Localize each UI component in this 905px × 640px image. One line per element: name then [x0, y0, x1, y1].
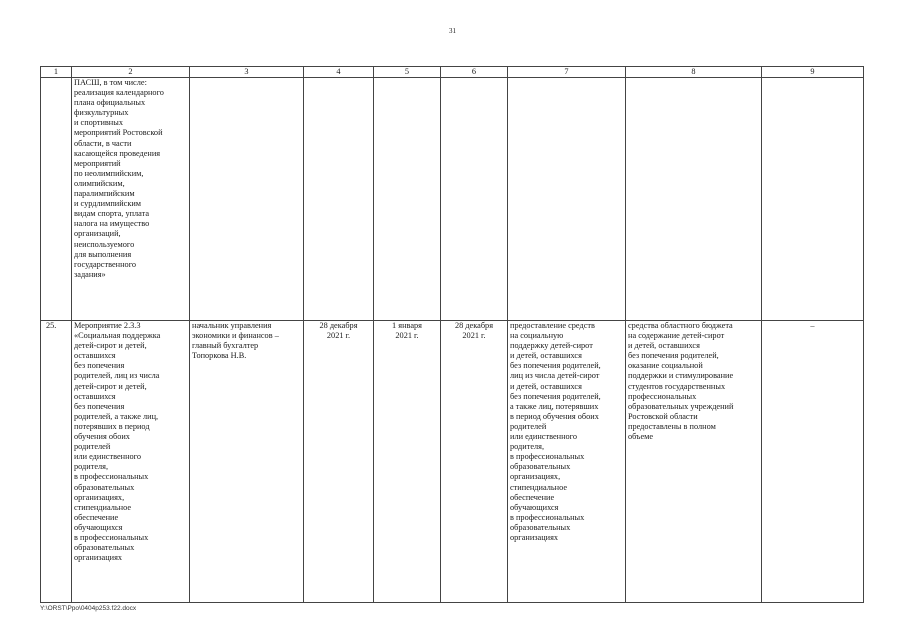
cell-text-line: обучающихся	[510, 502, 559, 512]
date-cell	[304, 321, 374, 603]
row-number-cell	[41, 78, 72, 321]
event-name-cell	[72, 321, 190, 603]
event-name-cell	[72, 78, 190, 321]
notes-cell	[762, 78, 864, 321]
cell-text-line: предоставление средств	[510, 321, 595, 330]
cell-text-line: 1 января	[392, 321, 422, 330]
cell-text-line: «Социальная поддержка	[74, 331, 161, 341]
row-number-cell	[41, 321, 72, 603]
document-table	[40, 66, 864, 603]
cell-text-line: организаций,	[74, 229, 121, 239]
header-cell-1: 1	[41, 67, 72, 78]
cell-text-line: родителей, а также лиц,	[74, 411, 159, 421]
cell-text-line: или единственного	[74, 452, 142, 462]
cell-text-line: и детей, оставшихся	[628, 341, 700, 351]
cell-text-line: родителей	[74, 442, 111, 452]
cell-text-line: в профессиональных	[74, 532, 149, 542]
cell-text-line: и детей, оставшихся	[510, 381, 582, 391]
date-cell	[441, 321, 508, 603]
header-cell-6: 6	[441, 67, 508, 78]
cell-text-line: Мероприятие 2.3.3	[74, 321, 141, 330]
cell-text-line: поддержку детей-сирот	[510, 341, 593, 351]
cell-text-line: задания»	[74, 269, 106, 279]
cell-text-line: без попечения	[74, 401, 125, 411]
actual-result-cell	[626, 78, 762, 321]
cell-text-line: средства областного бюджета	[628, 321, 733, 330]
cell-text-line: государственного	[74, 259, 137, 269]
cell-text-line: обучения обоих	[74, 432, 130, 442]
cell-text-line: обеспечение	[74, 512, 119, 522]
date-cell	[441, 78, 508, 321]
cell-text-line: ПАСШ, в том числе:	[74, 78, 147, 87]
date-cell	[304, 78, 374, 321]
header-cell-2: 2	[72, 67, 190, 78]
cell-text-line: 28 декабря	[454, 321, 494, 330]
cell-text-line: образовательных	[74, 482, 135, 492]
cell-text-line: предоставлены в полном	[628, 421, 716, 431]
notes-cell	[762, 321, 864, 603]
header-cell-7: 7	[508, 67, 626, 78]
cell-text-line: без попечения родителей,	[628, 351, 719, 361]
cell-text-line: паралимпийским	[74, 189, 135, 199]
cell-text-line: олимпийским,	[74, 178, 125, 188]
cell-text-line: образовательных	[74, 543, 135, 553]
cell-text-line: оставшихся	[74, 351, 116, 361]
footer-file-path: Y:\ORST\Ppo\0404p253.f22.docx	[40, 605, 137, 612]
cell-text-line: налога на имущество	[74, 219, 150, 229]
cell-text-line: мероприятий Ростовской	[74, 128, 163, 138]
cell-text-line: профессиональных	[628, 391, 697, 401]
cell-text-line: на социальную	[510, 331, 564, 341]
cell-text-line: и сурдлимпийским	[74, 199, 142, 209]
cell-text-line: по неолимпийским,	[74, 168, 144, 178]
page-number: 31	[449, 27, 456, 35]
cell-text-line: лиц из числа детей-сирот	[510, 371, 600, 381]
cell-text-line: Ростовской области	[628, 411, 698, 421]
cell-text-line: а также лиц, потерявших	[510, 401, 599, 411]
cell-text-line: студентов государственных	[628, 381, 726, 391]
cell-text-line: поддержки и стимулирование	[628, 371, 734, 381]
cell-text-line: обеспечение	[510, 492, 555, 502]
cell-text-line: объеме	[628, 432, 654, 442]
cell-text-line: образовательных учреждений	[628, 401, 734, 411]
cell-text-line: родителей, лиц из числа	[74, 371, 160, 381]
cell-text-line: оказание социальной	[628, 361, 703, 371]
cell-text-line: экономики и финансов –	[192, 331, 279, 341]
cell-text-line: организациях,	[510, 472, 561, 482]
cell-text-line: главный бухгалтер	[192, 341, 259, 351]
cell-text-line: плана официальных	[74, 98, 146, 108]
responsible-cell	[190, 321, 304, 603]
cell-text-line: родителя,	[74, 462, 109, 472]
cell-text-line: организациях,	[74, 492, 125, 502]
cell-text-line: Топоркова Н.В.	[192, 351, 247, 361]
cell-text-line: мероприятий	[74, 158, 121, 168]
cell-text-line: начальник управления	[192, 321, 272, 330]
cell-text-line: потерявших в период	[74, 421, 150, 431]
table-row	[41, 78, 864, 321]
cell-text-line: в профессиональных	[74, 472, 149, 482]
cell-text-line: организациях	[510, 532, 559, 542]
header-cell-5: 5	[374, 67, 441, 78]
cell-text-line: 25.	[46, 321, 57, 330]
header-cell-3: 3	[190, 67, 304, 78]
cell-text-line: родителя,	[510, 442, 545, 452]
date-cell	[374, 78, 441, 321]
cell-text-line: физкультурных	[74, 108, 129, 118]
header-cell-8: 8	[626, 67, 762, 78]
responsible-cell	[190, 78, 304, 321]
cell-text-line: в профессиональных	[510, 512, 585, 522]
cell-text-line: неиспользуемого	[74, 239, 135, 249]
cell-text-line: образовательных	[510, 462, 571, 472]
cell-text-line: касающейся проведения	[74, 148, 161, 158]
cell-text-line: в период обучения обоих	[510, 411, 599, 421]
cell-text-line: стипендиальное	[74, 502, 132, 512]
cell-text-line: родителей	[510, 421, 547, 431]
cell-text-line: детей-сирот и детей,	[74, 381, 147, 391]
cell-text-line: детей-сирот и детей,	[74, 341, 147, 351]
cell-text-line: 2021 г.	[326, 331, 351, 341]
date-cell	[374, 321, 441, 603]
cell-text-line: образовательных	[510, 522, 571, 532]
cell-text-line: для выполнения	[74, 249, 132, 259]
cell-text-line: без попечения родителей,	[510, 391, 601, 401]
table-row	[41, 321, 864, 603]
cell-text-line: на содержание детей-сирот	[628, 331, 725, 341]
header-cell-9: 9	[762, 67, 864, 78]
header-cell-4: 4	[304, 67, 374, 78]
cell-text-line: или единственного	[510, 432, 578, 442]
cell-text-line: обучающихся	[74, 522, 123, 532]
cell-text-line: –	[810, 321, 815, 330]
cell-text-line: 28 декабря	[319, 321, 358, 330]
cell-text-line: без попечения родителей,	[510, 361, 601, 371]
cell-text-line: и спортивных	[74, 118, 123, 128]
result-cell	[508, 321, 626, 603]
cell-text-line: стипендиальное	[510, 482, 568, 492]
cell-text-line: видам спорта, уплата	[74, 209, 150, 219]
cell-text-line: оставшихся	[74, 391, 116, 401]
cell-text-line: в профессиональных	[510, 452, 585, 462]
cell-text-line: 2021 г.	[462, 331, 486, 341]
cell-text-line: реализация календарного	[74, 88, 164, 98]
cell-text-line: без попечения	[74, 361, 125, 371]
actual-result-cell	[626, 321, 762, 603]
cell-text-line: организациях	[74, 553, 123, 563]
cell-text-line: 2021 г.	[395, 331, 419, 341]
cell-text-line: области, в части	[74, 138, 132, 148]
header-row	[41, 67, 864, 78]
result-cell	[508, 78, 626, 321]
cell-text-line: и детей, оставшихся	[510, 351, 582, 361]
